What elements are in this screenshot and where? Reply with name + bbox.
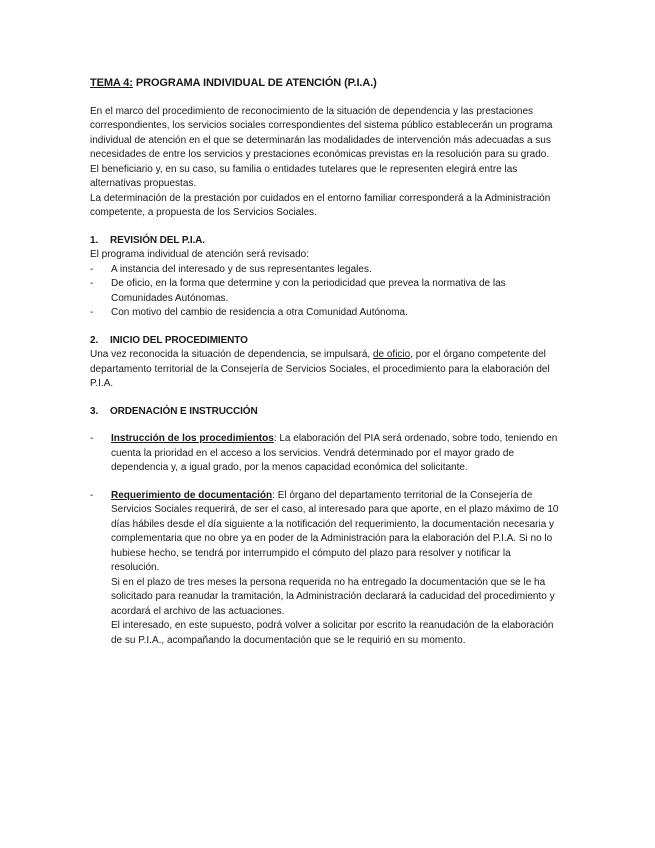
section-2-number: 2. [90,334,99,346]
section-1-heading [90,234,560,249]
list-item: - Con motivo del cambio de residencia a otra Comunidad Autónoma. [90,306,560,321]
item-2-paragraph-2: Si en el plazo de tres meses la persona requerida no ha entregado la documentación que se le ha solicitado para reanudar la tramitación, la Administración declarará la caducidad del procedimiento y acordará el archivo de las actuaciones. [111,576,555,617]
section-2-title: INICIO DEL PROCEDIMIENTO [110,334,248,346]
title-label: TEMA 4: [90,77,133,89]
item-2-paragraph-3: El interesado, en este supuesto, podrá volver a solicitar por escrito la reanudación de la elaboración de su P.I.A., acompañando la documentación que se le requirió en su momento. [111,620,554,646]
section-2-heading [90,334,560,349]
document-content [90,76,560,648]
section-1-list [90,263,560,321]
item-2-label: Requerimiento de documentación [111,489,273,501]
item-2-text: : El órgano del departamento territorial de la Consejería de Servicios Sociales requerirá, de ser el caso, al interesado para que aporte, en el plazo máximo de 10 días hábiles desde el día siguiente a la notificación del requerimiento, la documentación necesaria y complementaria que no obre ya en poder de la Administración para la elaboración del P.I.A. Si no lo hubiese hecho, se tendrá por interrumpido el cómputo del plazo para resolver y notificar la resolución. [111,489,559,573]
intro-paragraph-2: El beneficiario y, en su caso, su familia o entidades tutelares que le representen elegirá entre las alternativas propuestas. [90,163,518,189]
list-item-instruccion [90,432,560,476]
section-1-number: 1. [90,234,99,246]
section-2-text-after: , por el órgano competente del departamento territorial de la Consejería de Servicios Sociales, el procedimiento para la elaboración del P.I.A. [90,349,550,389]
page-title [90,76,560,91]
item-2-paragraph-1 [111,489,560,576]
section-3-list [90,432,560,476]
title-text: PROGRAMA INDIVIDUAL DE ATENCIÓN (P.I.A.) [132,77,377,89]
list-item: - De oficio, en la forma que determine y con la periodicidad que prevea la normativa de las Comunidades Autónomas. [90,277,560,306]
section-1-lead: El programa individual de atención será revisado: [90,249,310,260]
list-item: - A instancia del interesado y de sus representantes legales. [90,263,560,278]
section-2-underlined: de oficio [372,349,411,360]
section-1-title: REVISIÓN DEL P.I.A. [110,234,205,246]
section-2-paragraph [90,348,560,392]
section-3-heading [90,405,560,420]
section-2-text-before: Una vez reconocida la situación de dependencia, se impulsará, [90,349,373,360]
list-item-requerimiento [90,489,560,649]
item-1-text: : La elaboración del PIA será ordenado, sobre todo, teniendo en cuenta la prioridad en el acceso a los servicios. Vendrá determinado por el mayor grado de dependencia y, a igual grado, por la menos capacidad económica del solicitante. [111,433,558,473]
intro-paragraph-1: En el marco del procedimiento de reconocimiento de la situación de dependencia y las prestaciones correspondientes, los servicios sociales correspondientes del sistema público establecerán un programa individual de atención en el que se determinarán las modalidades de intervención más adecuadas a sus necesidades de entre los servicios y prestaciones económicas previstas en la resolución para su grado. [90,105,553,160]
intro-paragraph-3: La determinación de la prestación por cuidados en el entorno familiar corresponderá a la Administración competente, a propuesta de los Servicios Sociales. [90,192,551,218]
section-3-title: ORDENACIÓN E INSTRUCCIÓN [110,405,258,417]
section-3-list-2 [90,489,560,649]
section-3-number: 3. [90,405,99,417]
item-1-label: Instrucción de los procedimientos [111,433,274,444]
